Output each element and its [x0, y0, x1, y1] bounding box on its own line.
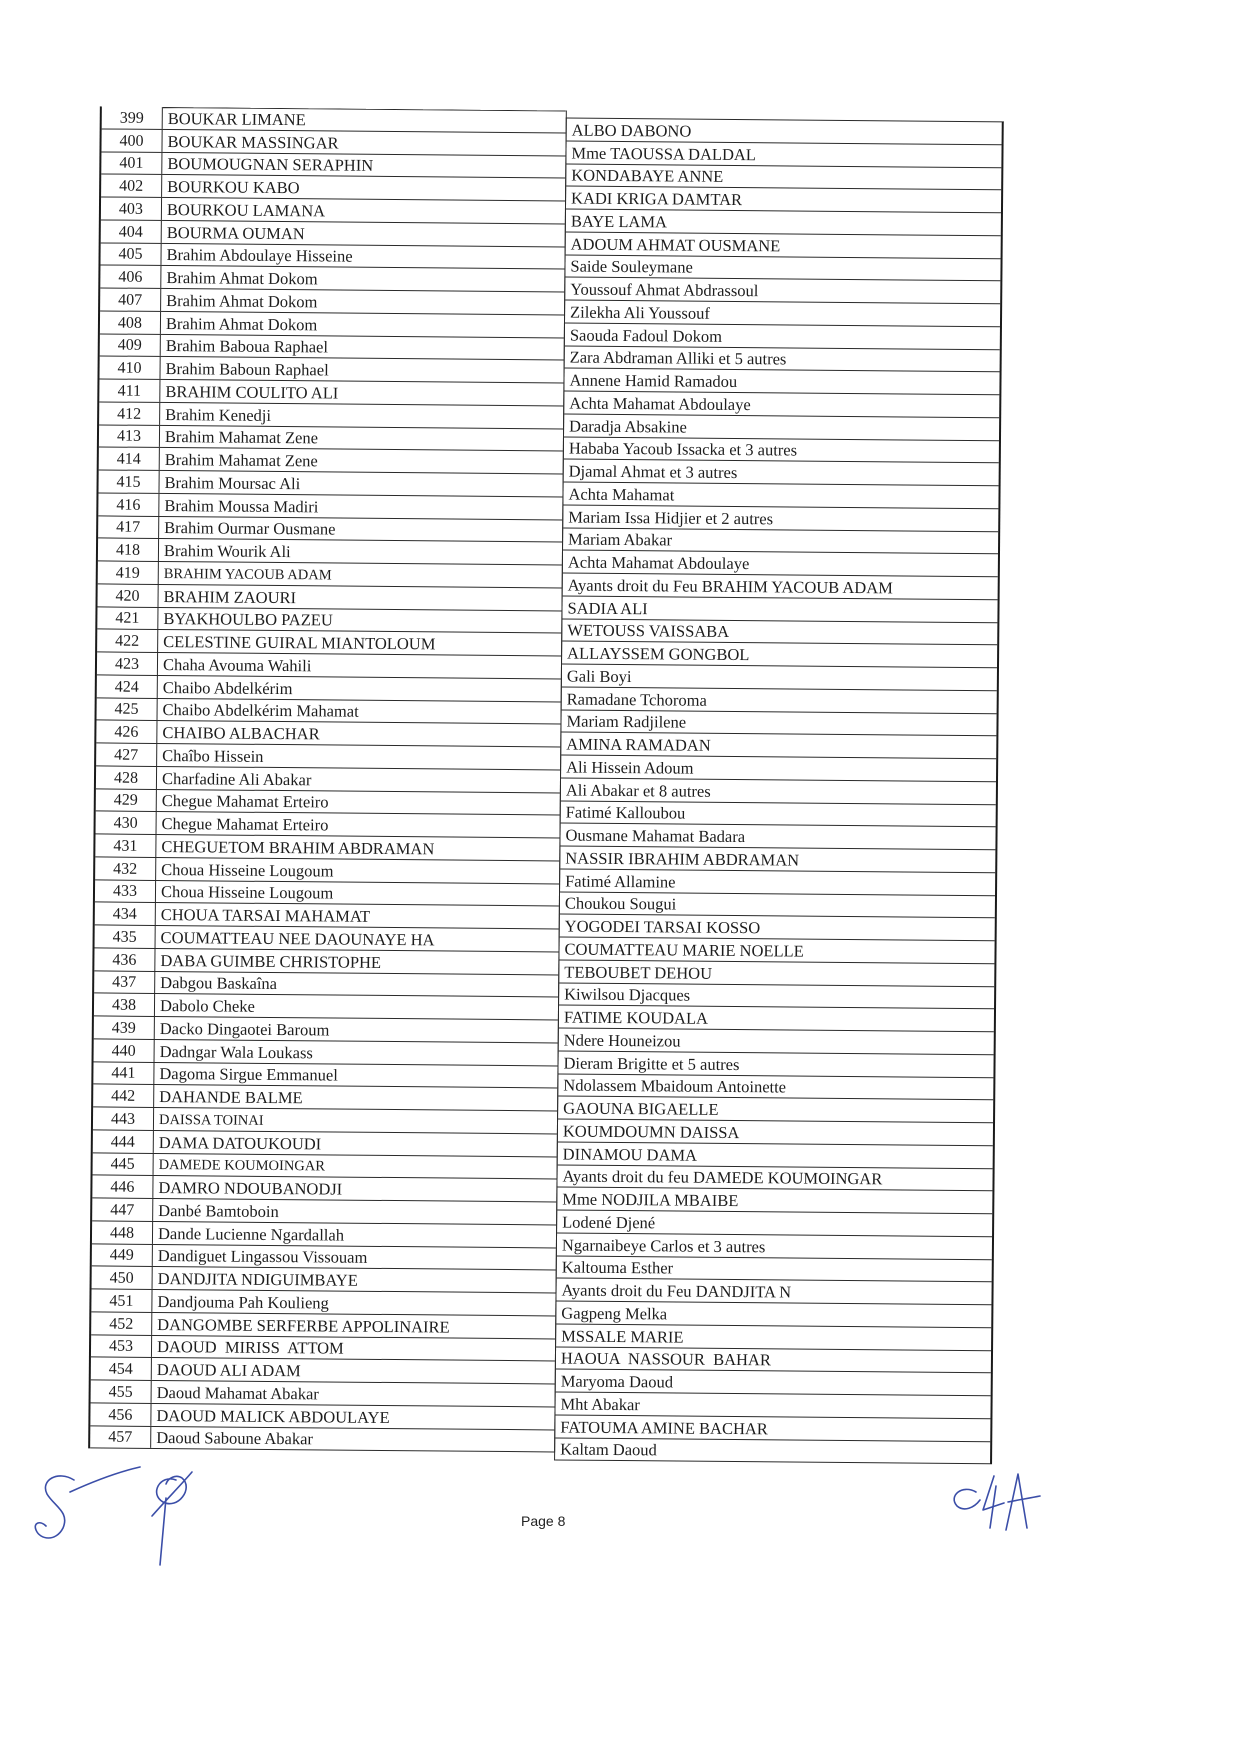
- name-cell: Dagoma Sirgue Emmanuel: [159, 1064, 338, 1085]
- beneficiary-cell: Fatimé Kalloubou: [565, 802, 686, 823]
- row-number-cell: 409: [100, 334, 161, 356]
- beneficiary-cell: Zara Abdraman Alliki et 5 autres: [569, 347, 787, 369]
- name-cell: DAOUD ALI ADAM: [156, 1359, 301, 1381]
- name-cell: Brahim Mahamat Zene: [164, 450, 318, 471]
- name-cell: Dandjouma Pah Koulieng: [157, 1291, 329, 1313]
- row-number-cell: 423: [97, 652, 158, 674]
- name-cell: Chegue Mahamat Erteiro: [161, 791, 329, 812]
- row-number-cell: 407: [100, 288, 161, 310]
- beneficiary-cell: Ousmane Mahamat Badara: [565, 825, 746, 847]
- row-number-cell: 426: [96, 721, 157, 743]
- row-number-cell: 424: [97, 675, 158, 697]
- name-cell: Dabgou Baskaîna: [160, 973, 278, 994]
- name-cell: Dande Lucienne Ngardallah: [157, 1223, 345, 1245]
- row-number-cell: 450: [92, 1267, 153, 1289]
- beneficiary-cell: DINAMOU DAMA: [562, 1144, 698, 1165]
- beneficiary-cell: GAOUNA BIGAELLE: [563, 1098, 719, 1119]
- beneficiary-cell: Ndere Houneizou: [563, 1030, 681, 1051]
- row-number-cell: 446: [92, 1176, 153, 1198]
- row-number-cell: 451: [91, 1289, 152, 1311]
- page-number: Page 8: [521, 1513, 566, 1529]
- row-number-cell: 434: [95, 903, 156, 925]
- row-number-cell: 403: [101, 197, 162, 219]
- row-number-cell: 441: [93, 1062, 154, 1084]
- beneficiary-cell: Mariam Issa Hidjier et 2 autres: [568, 507, 774, 528]
- beneficiary-cell: ALLAYSSEM GONGBOL: [567, 643, 750, 665]
- name-cell: DAOUD MALICK ABDOULAYE: [156, 1405, 390, 1427]
- beneficiary-cell: Mme NODJILA MBAIBE: [562, 1189, 739, 1211]
- row-number-cell: 414: [99, 448, 160, 470]
- name-cell: DAMA DATOUKOUDI: [158, 1132, 322, 1153]
- beneficiary-cell: Kaltouma Esther: [561, 1257, 674, 1278]
- beneficiary-cell: Ayants droit du feu DAMEDE KOUMOINGAR: [562, 1166, 883, 1189]
- row-number-cell: 444: [93, 1130, 154, 1152]
- row-number-cell: 427: [96, 743, 157, 765]
- beneficiary-table: [554, 118, 1004, 1465]
- row-number-cell: 428: [96, 766, 157, 788]
- row-number-cell: 411: [99, 379, 160, 401]
- name-cell: Danbé Bamtoboin: [158, 1200, 279, 1221]
- name-cell: CHAIBO ALBACHAR: [162, 723, 320, 744]
- name-cell: DAMRO NDOUBANODJI: [158, 1177, 343, 1199]
- row-number-cell: 438: [94, 994, 155, 1016]
- row-number-cell: 443: [93, 1107, 154, 1129]
- signature-left: [35, 1467, 192, 1565]
- beneficiary-cell: SADIA ALI: [567, 598, 648, 618]
- beneficiary-cell: KOUMDOUMN DAISSA: [562, 1121, 740, 1142]
- row-number-cell: 422: [97, 630, 158, 652]
- name-cell: DAHANDE BALME: [159, 1086, 303, 1108]
- name-cell: DAISSA TOINAI: [158, 1111, 264, 1129]
- row-number-cell: 402: [101, 175, 162, 197]
- beneficiary-cell: NASSIR IBRAHIM ABDRAMAN: [565, 848, 800, 870]
- signature-stroke: [35, 1476, 74, 1538]
- name-cell: Brahim Ahmat Dokom: [166, 268, 318, 289]
- name-cell: Choua Hisseine Lougoum: [161, 859, 334, 881]
- beneficiary-cell: Choukou Sougui: [564, 893, 677, 914]
- name-cell: Brahim Kenedji: [165, 404, 272, 425]
- row-number-cell: 432: [95, 857, 156, 879]
- beneficiary-cell: Dieram Brigitte et 5 autres: [563, 1053, 740, 1074]
- name-cell: Daoud Saboune Abakar: [156, 1428, 314, 1449]
- name-cell: Chaîbo Hissein: [162, 745, 264, 766]
- row-number-cell: 415: [98, 470, 159, 492]
- row-number-cell: 454: [91, 1358, 152, 1380]
- signature-stroke: [160, 1498, 166, 1565]
- beneficiary-cell: Kaltam Daoud: [560, 1439, 657, 1460]
- row-number-cell: 435: [95, 925, 156, 947]
- beneficiary-cell: Mme TAOUSSA DALDAL: [571, 143, 757, 164]
- row-number-cell: 449: [92, 1244, 153, 1266]
- name-cell: Brahim Ahmat Dokom: [166, 290, 318, 312]
- name-cell: Brahim Ahmat Dokom: [165, 313, 318, 334]
- beneficiary-cell: Zilekha Ali Youssouf: [570, 302, 710, 323]
- beneficiary-cell: Mht Abakar: [560, 1394, 640, 1414]
- beneficiary-cell: FATIME KOUDALA: [563, 1007, 709, 1028]
- beneficiary-cell: KONDABAYE ANNE: [571, 165, 724, 187]
- row-number-cell: 440: [94, 1039, 155, 1061]
- row-number-cell: 429: [96, 789, 157, 811]
- beneficiary-cell: TEBOUBET DEHOU: [564, 962, 713, 983]
- signatures: [0, 1440, 1239, 1580]
- row-number-cell: 417: [98, 516, 159, 538]
- beneficiary-cell: ADOUM AHMAT OUSMANE: [570, 234, 781, 255]
- name-cell: BOUMOUGNAN SERAPHIN: [167, 154, 374, 176]
- beneficiary-cell: Saide Souleymane: [570, 256, 693, 277]
- row-number-cell: 399: [102, 106, 163, 128]
- beneficiary-cell: Achta Mahamat: [568, 484, 675, 505]
- beneficiary-cell: Gali Boyi: [566, 666, 632, 686]
- row-number-cell: 410: [99, 357, 160, 379]
- row-number-cell: 413: [99, 425, 160, 447]
- signature-stroke: [70, 1467, 140, 1492]
- name-cell: Dandiguet Lingassou Vissouam: [157, 1246, 368, 1268]
- name-cell: BOURKOU LAMANA: [166, 199, 326, 221]
- name-cell: Brahim Abdoulaye Hisseine: [166, 245, 353, 266]
- name-cell: BOUKAR LIMANE: [163, 107, 566, 132]
- name-cell: DAOUD MIRISS ATTOM: [156, 1337, 344, 1358]
- name-cell: BOURKOU KABO: [167, 177, 300, 198]
- beneficiary-cell: Annene Hamid Ramadou: [569, 370, 738, 392]
- beneficiary-cell: KADI KRIGA DAMTAR: [570, 188, 743, 210]
- name-cell: Chaha Avouma Wahili: [162, 654, 312, 676]
- name-cell: DANDJITA NDIGUIMBAYE: [157, 1268, 358, 1290]
- name-table: [88, 106, 567, 1452]
- beneficiary-cell: WETOUSS VAISSABA: [567, 620, 730, 642]
- beneficiary-cell: Ali Hissein Adoum: [566, 757, 694, 778]
- beneficiary-cell: Hababa Yacoub Issacka et 3 autres: [568, 438, 798, 460]
- name-cell: Dabolo Cheke: [159, 995, 255, 1016]
- row-number-cell: 456: [90, 1403, 151, 1425]
- beneficiary-cell: Lodené Djené: [562, 1212, 656, 1233]
- beneficiary-cell: Ndolassem Mbaidoum Antoinette: [563, 1075, 787, 1097]
- name-cell: Brahim Baboua Raphael: [165, 336, 329, 357]
- signature-stroke: [954, 1489, 980, 1509]
- beneficiary-cell: Mariam Radjilene: [566, 711, 687, 732]
- row-number-cell: 419: [98, 561, 159, 583]
- row-number-cell: 436: [94, 948, 155, 970]
- name-cell: Brahim Moursac Ali: [164, 472, 301, 493]
- beneficiary-cell: BAYE LAMA: [570, 211, 668, 232]
- beneficiary-cell: FATOUMA AMINE BACHAR: [560, 1417, 768, 1438]
- beneficiary-cell: Maryoma Daoud: [560, 1371, 674, 1392]
- row-number-cell: 408: [100, 311, 161, 333]
- beneficiary-cell: Djamal Ahmat et 3 autres: [568, 461, 738, 483]
- row-number-cell: 418: [98, 539, 159, 561]
- name-cell: Brahim Moussa Madiri: [164, 495, 319, 516]
- beneficiary-cell: Mariam Abakar: [568, 529, 673, 550]
- beneficiary-cell: Ngarnaibeye Carlos et 3 autres: [561, 1235, 766, 1256]
- name-cell: Charfadine Ali Abakar: [161, 768, 312, 789]
- beneficiary-cell: Kiwilsou Djacques: [564, 984, 691, 1005]
- beneficiary-cell: Achta Mahamat Abdoulaye: [567, 552, 750, 574]
- beneficiary-cell: Ayants droit du Feu BRAHIM YACOUB ADAM: [567, 575, 893, 598]
- name-cell: BRAHIM YACOUB ADAM: [163, 565, 332, 584]
- row-number-cell: 421: [97, 607, 158, 629]
- beneficiary-cell: Achta Mahamat Abdoulaye: [569, 393, 751, 414]
- name-cell: Daoud Mahamat Abakar: [156, 1382, 319, 1404]
- name-cell: Dadngar Wala Loukass: [159, 1041, 313, 1062]
- name-cell: Chaibo Abdelkérim: [162, 677, 293, 698]
- name-cell: CELESTINE GUIRAL MIANTOLOUM: [163, 632, 436, 654]
- row-number-cell: 457: [90, 1426, 151, 1448]
- row-number-cell: 455: [91, 1380, 152, 1402]
- name-cell: BRAHIM ZAOURI: [163, 586, 297, 607]
- beneficiary-cell: Saouda Fadoul Dokom: [569, 325, 723, 346]
- name-cell: DANGOMBE SERFERBE APPOLINAIRE: [157, 1314, 450, 1337]
- row-number-cell: 430: [96, 812, 157, 834]
- row-number-cell: 401: [101, 152, 162, 174]
- name-cell: DAMEDE KOUMOINGAR: [158, 1157, 326, 1175]
- row-number-cell: 437: [94, 971, 155, 993]
- row-number-cell: 406: [100, 266, 161, 288]
- beneficiary-cell: Youssouf Ahmat Abdrassoul: [570, 279, 759, 301]
- name-cell: Brahim Ourmar Ousmane: [164, 518, 336, 539]
- row-number-cell: 420: [97, 584, 158, 606]
- name-cell: DABA GUIMBE CHRISTOPHE: [160, 950, 382, 972]
- signature-stroke: [157, 1476, 187, 1503]
- name-cell: Brahim Mahamat Zene: [164, 427, 319, 448]
- name-cell: CHEGUETOM BRAHIM ABDRAMAN: [161, 836, 435, 859]
- beneficiary-cell: ALBO DABONO: [571, 120, 692, 141]
- name-cell: COUMATTEAU NEE DAOUNAYE HA: [160, 927, 435, 950]
- beneficiary-cell: COUMATTEAU MARIE NOELLE: [564, 939, 804, 961]
- signature-right: [954, 1474, 1040, 1530]
- beneficiary-cell: AMINA RAMADAN: [566, 734, 711, 755]
- beneficiary-cell: Daradja Absakine: [569, 416, 687, 437]
- row-number-cell: 445: [93, 1153, 154, 1175]
- name-cell: BYAKHOULBO PAZEU: [163, 609, 333, 630]
- beneficiary-cell: MSSALE MARIE: [561, 1326, 684, 1347]
- row-number-cell: 452: [91, 1312, 152, 1334]
- name-cell: Dacko Dingaotei Baroum: [159, 1018, 330, 1040]
- row-number-cell: 447: [92, 1198, 153, 1220]
- row-number-cell: 453: [91, 1335, 152, 1357]
- beneficiary-cell: Ali Abakar et 8 autres: [565, 780, 711, 801]
- name-cell: BRAHIM COULITO ALI: [165, 381, 339, 403]
- row-number-cell: 404: [101, 220, 162, 242]
- row-number-cell: 433: [95, 880, 156, 902]
- row-number-cell: 412: [99, 402, 160, 424]
- beneficiary-cell: YOGODEI TARSAI KOSSO: [564, 916, 761, 938]
- row-number-cell: 425: [97, 698, 158, 720]
- name-cell: Chaibo Abdelkérim Mahamat: [162, 700, 359, 721]
- row-number-cell: 405: [100, 243, 161, 265]
- beneficiary-cell: HAOUA NASSOUR BAHAR: [560, 1348, 771, 1370]
- name-cell: Brahim Baboun Raphael: [165, 359, 329, 380]
- name-cell: CHOUA TARSAI MAHAMAT: [160, 904, 371, 926]
- beneficiary-cell: Fatimé Allamine: [565, 871, 676, 891]
- name-cell: Chegue Mahamat Erteiro: [161, 814, 329, 835]
- row-number-cell: 442: [93, 1085, 154, 1107]
- row-number-cell: 448: [92, 1221, 153, 1243]
- beneficiary-cell: Ramadane Tchoroma: [566, 689, 707, 710]
- row-number-cell: 431: [95, 834, 156, 856]
- row-number-cell: 416: [98, 493, 159, 515]
- name-cell: Choua Hisseine Lougoum: [160, 882, 334, 903]
- beneficiary-cell: Ayants droit du Feu DANDJITA N: [561, 1280, 792, 1302]
- row-number-cell: 400: [101, 129, 162, 151]
- row-number-cell: 439: [94, 1016, 155, 1038]
- name-cell: BOURMA OUMAN: [166, 222, 305, 243]
- beneficiary-cell: Gagpeng Melka: [561, 1303, 668, 1324]
- name-cell: Brahim Wourik Ali: [163, 541, 291, 562]
- name-cell: BOUKAR MASSINGAR: [167, 131, 339, 153]
